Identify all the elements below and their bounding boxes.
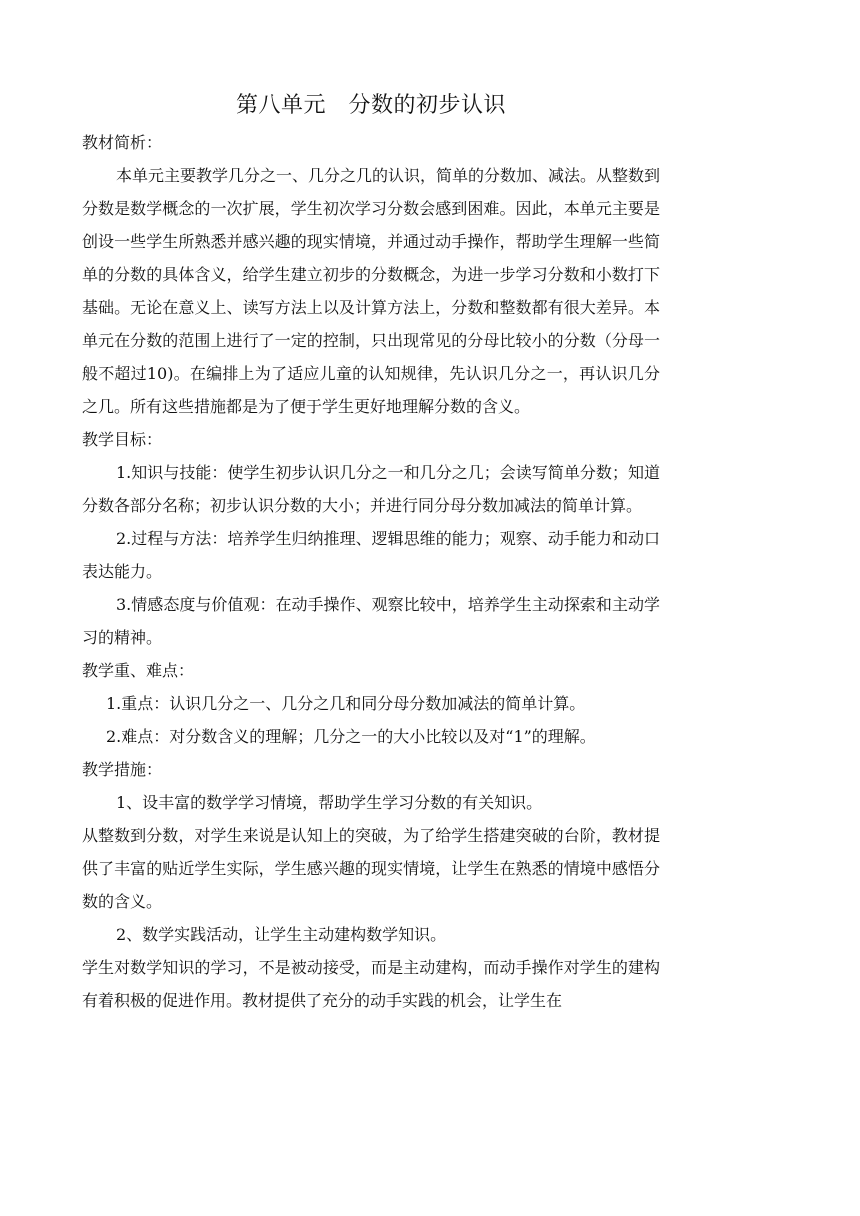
- goal-item-3: 3.情感态度与价值观：在动手操作、观察比较中，培养学生主动探索和主动学习的精神。: [82, 595, 660, 647]
- goal-item-2: 2.过程与方法：培养学生归纳推理、逻辑思维的能力；观察、动手能力和动口表达能力。: [82, 529, 660, 581]
- measure-2-text: 学生对数学知识的学习，不是被动接受，而是主动建构，而动手操作对学生的建构有着积极的促进作用。教材提供了充分的动手实践的机会，让学生在: [82, 958, 660, 1010]
- document-title: 第八单元 分数的初步认识: [235, 93, 506, 118]
- measure-1-text: 从整数到分数，对学生来说是认知上的突破，为了给学生搭建突破的台阶，教材提供了丰富的贴近学生实际，学生感兴趣的现实情境，让学生在熟悉的情境中感悟分数的含义。: [82, 826, 660, 911]
- key-point-1: 1.重点：认识几分之一、几分之几和同分母分数加减法的简单计算。: [106, 694, 586, 713]
- goals-heading: 教学目标：: [82, 430, 163, 449]
- analysis-heading: 教材简析：: [82, 133, 163, 152]
- key-point-2: 2.难点：对分数含义的理解；几分之一的大小比较以及对“1”的理解。: [106, 727, 596, 746]
- measure-2-title: 2、数学实践活动，让学生主动建构数学知识。: [116, 925, 447, 944]
- document-page: [82, 86, 660, 1017]
- measures-heading: 教学措施：: [82, 760, 163, 779]
- measure-1-title: 1、设丰富的数学学习情境，帮助学生学习分数的有关知识。: [116, 793, 543, 812]
- goal-item-1: 1.知识与技能：使学生初步认识几分之一和几分之几；会读写简单分数；知道分数各部分名称；初步认识分数的大小；并进行同分母分数加减法的简单计算。: [82, 463, 660, 515]
- analysis-paragraph: 本单元主要教学几分之一、几分之几的认识，简单的分数加、减法。从整数到分数是数学概念的一次扩展，学生初次学习分数会感到困难。因此，本单元主要是创设一些学生所熟悉并感兴趣的现实情境，并通过动手操作，帮助学生理解一些简单的分数的具体含义，给学生建立初步的分数概念，为进一步学习分数和小数打下基础。无论在意义上、读写方法上以及计算方法上，分数和整数都有很大差异。本单元在分数的范围上进行了一定的控制，只出现常见的分母比较小的分数（分母一般不超过10)。在编排上为了适应儿童的认知规律，先认识几分之一，再认识几分之几。所有这些措施都是为了便于学生更好地理解分数的含义。: [82, 166, 661, 416]
- key-points-heading: 教学重、难点：: [82, 661, 195, 680]
